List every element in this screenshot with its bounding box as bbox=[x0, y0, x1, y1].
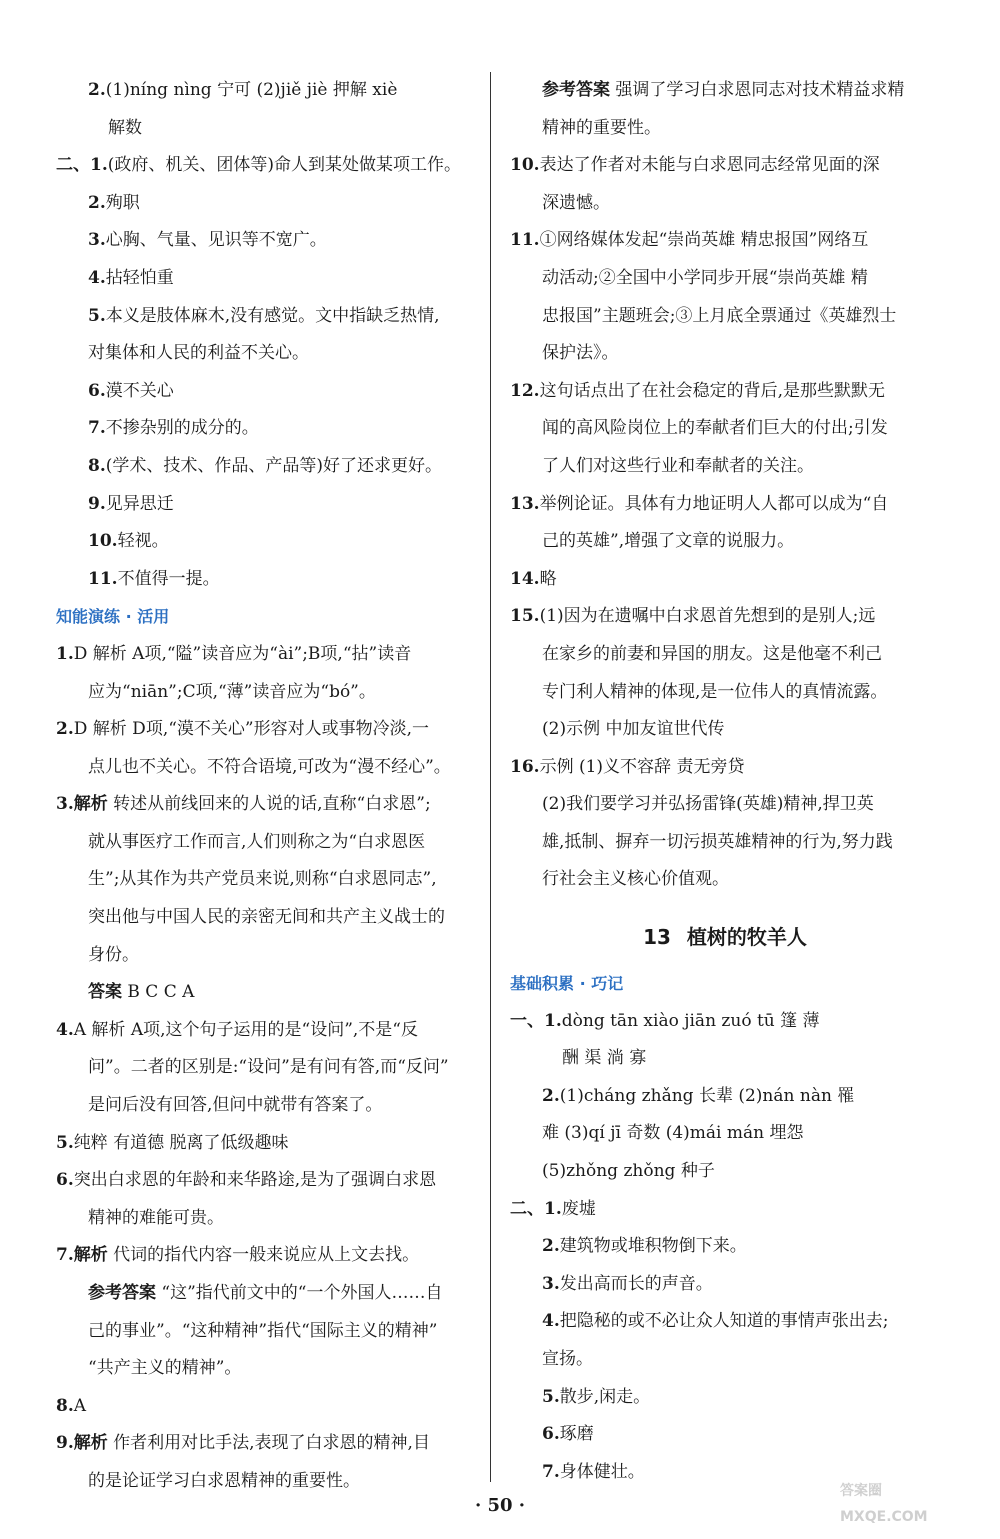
answer-line bbox=[56, 1237, 468, 1275]
answer-text: (1)因为在遗嘱中白求恩首先想到的是别人;远 bbox=[539, 606, 876, 627]
answer-text: 拈轻怕重 bbox=[105, 267, 174, 288]
answer-text: A bbox=[73, 1395, 87, 1416]
item-number: 10. bbox=[88, 531, 118, 552]
answer-text: 了人们对这些行业和奉献者的关注。 bbox=[542, 455, 814, 476]
answer-line bbox=[56, 1087, 468, 1125]
answer-text: 作者利用对比手法,表现了白求恩的精神,目 bbox=[107, 1433, 430, 1454]
answer-line bbox=[510, 1153, 940, 1191]
item-number: 4. bbox=[56, 1019, 74, 1040]
answer-text: 难 (3)qí jī 奇数 (4)mái mán 埋怨 bbox=[542, 1123, 804, 1144]
answer-line bbox=[56, 1388, 468, 1426]
answer-text: 琢磨 bbox=[559, 1424, 594, 1445]
answer-text: 是问后没有回答,但问中就带有答案了。 bbox=[88, 1095, 383, 1116]
item-number: 2. bbox=[88, 192, 106, 213]
item-number: 5. bbox=[88, 305, 106, 326]
answer-text: 保护法》。 bbox=[542, 343, 619, 364]
answer-line bbox=[510, 523, 940, 561]
answer-text: dòng tān xiào jiān zuó tū 篷 薄 bbox=[561, 1010, 820, 1031]
item-number: 13. bbox=[510, 493, 540, 514]
answer-line bbox=[56, 824, 468, 862]
item-number: 7. bbox=[542, 1461, 560, 1482]
answer-line bbox=[56, 1125, 468, 1163]
column-divider bbox=[490, 72, 491, 1482]
answer-text: 强调了学习白求恩同志对技术精益求精 bbox=[610, 80, 905, 100]
answer-line bbox=[510, 185, 940, 223]
item-number: 5. bbox=[542, 1386, 560, 1407]
item-number: 3. bbox=[542, 1273, 560, 1294]
item-number: 2. bbox=[56, 719, 74, 740]
answer-text: 点儿也不关心。不符合语境,可改为“漫不经心”。 bbox=[88, 756, 451, 777]
answer-text: 忠报国”主题班会;③上月底全票通过《英雄烈士 bbox=[542, 305, 897, 326]
answer-line bbox=[56, 636, 468, 674]
answer-tag: 答案 bbox=[88, 982, 122, 1003]
answer-tag: 参考答案 bbox=[88, 1283, 156, 1303]
answer-tag: 解析 bbox=[73, 794, 108, 815]
answer-text: 的是论证学习白求恩精神的重要性。 bbox=[88, 1470, 360, 1491]
answer-text: 就从事医疗工作而言,人们则称之为“白求恩医 bbox=[88, 831, 426, 852]
answer-line bbox=[56, 147, 468, 185]
answer-line bbox=[56, 937, 468, 975]
answer-line bbox=[56, 260, 468, 298]
answer-line bbox=[56, 711, 468, 749]
answer-line bbox=[510, 1191, 940, 1229]
answer-line bbox=[56, 561, 468, 599]
answer-text: 漠不关心 bbox=[105, 380, 174, 401]
item-number: 14. bbox=[510, 568, 540, 589]
answer-line bbox=[510, 1303, 940, 1341]
answer-text: A 解析 A项,这个句子运用的是“设问”,不是“反 bbox=[73, 1019, 418, 1040]
answer-line bbox=[510, 335, 940, 373]
watermark-line1: 答案圈 bbox=[840, 1483, 882, 1499]
answer-text: 纯粹 有道德 脱离了低级趣味 bbox=[73, 1132, 289, 1153]
answer-line bbox=[56, 749, 468, 787]
chapter-heading bbox=[510, 909, 940, 965]
answer-text: 精神的重要性。 bbox=[542, 117, 661, 138]
item-number: 5. bbox=[56, 1132, 74, 1153]
item-number: 6. bbox=[542, 1424, 560, 1445]
item-number: 11. bbox=[88, 568, 118, 589]
answer-line bbox=[56, 72, 468, 110]
answer-text: 不值得一提。 bbox=[117, 568, 220, 589]
answer-text: (2)我们要学习并弘扬雷锋(英雄)精神,捍卫英 bbox=[542, 794, 874, 815]
answer-text: 己的事业”。“这种精神”指代“国际主义的精神” bbox=[88, 1320, 438, 1341]
right-column bbox=[510, 72, 940, 1491]
answer-line bbox=[510, 786, 940, 824]
answer-text: 问”。二者的区别是:“设问”是有问有答,而“反问” bbox=[88, 1057, 449, 1078]
answer-line bbox=[510, 1228, 940, 1266]
answer-line bbox=[510, 110, 940, 148]
item-number: 11. bbox=[510, 230, 540, 251]
answer-text: (5)zhǒng zhǒng 种子 bbox=[542, 1161, 715, 1182]
answer-line bbox=[510, 1266, 940, 1304]
answer-line bbox=[510, 410, 940, 448]
answer-line bbox=[510, 1003, 940, 1041]
answer-line bbox=[510, 1416, 940, 1454]
answer-text: 宣扬。 bbox=[542, 1349, 593, 1369]
answer-line bbox=[510, 749, 940, 787]
answer-text: 见异思迁 bbox=[105, 493, 174, 514]
answer-text: 把隐秘的或不必让众人知道的事情声张出去; bbox=[559, 1311, 889, 1332]
answer-line bbox=[56, 786, 468, 824]
answer-line bbox=[56, 335, 468, 373]
answer-text: 闻的高风险岗位上的奉献者们巨大的付出;引发 bbox=[542, 418, 888, 439]
answer-line bbox=[510, 260, 940, 298]
page-number: · 50 · bbox=[474, 1495, 526, 1516]
item-number: 8. bbox=[88, 455, 106, 476]
answer-line bbox=[510, 448, 940, 486]
item-number: 10. bbox=[510, 155, 540, 176]
answer-text: 对集体和人民的利益不关心。 bbox=[88, 343, 309, 364]
answer-line bbox=[56, 1275, 468, 1313]
answer-line bbox=[510, 72, 940, 110]
answer-text: 举例论证。具体有力地证明人人都可以成为“自 bbox=[539, 493, 889, 514]
answer-line bbox=[56, 185, 468, 223]
item-number: 9. bbox=[56, 1433, 74, 1454]
answer-text: 动活动;②全国中小学同步开展“崇尚英雄 精 bbox=[542, 267, 868, 288]
chapter-title: 植树的牧羊人 bbox=[686, 925, 807, 950]
answer-text: 精神的难能可贵。 bbox=[88, 1207, 224, 1228]
answer-line bbox=[510, 1115, 940, 1153]
answer-line bbox=[510, 598, 940, 636]
answer-text: 示例 (1)义不容辞 责无旁贷 bbox=[539, 756, 745, 777]
item-number: 15. bbox=[510, 606, 540, 627]
answer-text: 不掺杂别的成分的。 bbox=[105, 418, 259, 439]
answer-line bbox=[510, 222, 940, 260]
answer-line bbox=[56, 1200, 468, 1238]
item-number: 8. bbox=[56, 1395, 74, 1416]
answer-line bbox=[56, 674, 468, 712]
answer-text: 散步,闲走。 bbox=[559, 1386, 651, 1407]
answer-line bbox=[510, 861, 940, 899]
answer-text: “这”指代前文中的“一个外国人……自 bbox=[156, 1283, 443, 1303]
answer-text: 己的英雄”,增强了文章的说服力。 bbox=[542, 531, 795, 552]
answer-text: 表达了作者对未能与白求恩同志经常见面的深 bbox=[539, 155, 880, 176]
answer-line bbox=[56, 1425, 468, 1463]
answer-line bbox=[56, 410, 468, 448]
answer-tag: 解析 bbox=[73, 1433, 108, 1454]
answer-line bbox=[56, 298, 468, 336]
answer-line bbox=[56, 899, 468, 937]
answer-line bbox=[56, 861, 468, 899]
answer-line bbox=[56, 1350, 468, 1388]
answer-text: 在家乡的前妻和异国的朋友。这是他毫不利己 bbox=[542, 643, 882, 664]
answer-line bbox=[510, 298, 940, 336]
item-number: 一、1. bbox=[510, 1010, 562, 1031]
section-heading: 基础积累 · 巧记 bbox=[510, 974, 624, 994]
answer-text: 身份。 bbox=[88, 944, 139, 965]
answer-text: 应为“niān”;C项,“薄”读音应为“bó”。 bbox=[88, 681, 376, 702]
answer-line bbox=[56, 486, 468, 524]
answer-text: 转述从前线回来的人说的话,直称“白求恩”; bbox=[107, 794, 431, 815]
answer-line bbox=[56, 110, 468, 148]
answer-line bbox=[56, 523, 468, 561]
answer-text: 行社会主义核心价值观。 bbox=[542, 869, 729, 890]
answer-text: “共产主义的精神”。 bbox=[88, 1358, 242, 1379]
item-number: 7. bbox=[88, 418, 106, 439]
answer-line bbox=[56, 448, 468, 486]
answer-line bbox=[56, 222, 468, 260]
answer-text: 本义是肢体麻木,没有感觉。文中指缺乏热情, bbox=[105, 305, 440, 326]
item-number: 6. bbox=[56, 1170, 74, 1191]
item-number: 1. bbox=[56, 643, 74, 664]
answer-text: B C C A bbox=[122, 982, 195, 1003]
answer-line bbox=[510, 674, 940, 712]
answer-line bbox=[510, 711, 940, 749]
answer-tag: 参考答案 bbox=[542, 80, 610, 100]
item-number: 4. bbox=[88, 267, 106, 288]
answer-text: 建筑物或堆积物倒下来。 bbox=[559, 1236, 747, 1257]
item-number: 2. bbox=[542, 1085, 560, 1106]
watermark-logo bbox=[820, 1461, 990, 1531]
answer-text: 生”;从其作为共产党员来说,则称“白求恩同志”, bbox=[88, 869, 437, 890]
answer-text: 突出白求恩的年龄和来华路途,是为了强调白求恩 bbox=[73, 1170, 437, 1191]
answer-tag: 解析 bbox=[73, 1245, 108, 1266]
answer-line bbox=[56, 373, 468, 411]
answer-text: 解数 bbox=[108, 117, 142, 138]
answer-text: (1)cháng zhǎng 长辈 (2)nán nàn 罹 bbox=[559, 1085, 855, 1106]
answer-line bbox=[510, 1341, 940, 1379]
item-number: 6. bbox=[88, 380, 106, 401]
item-number: 7. bbox=[56, 1245, 74, 1266]
answer-line bbox=[510, 1078, 940, 1116]
item-number: 2. bbox=[542, 1236, 560, 1257]
answer-line bbox=[56, 1162, 468, 1200]
item-number: 4. bbox=[542, 1311, 560, 1332]
answer-line bbox=[510, 561, 940, 599]
item-number: 二、1. bbox=[56, 155, 108, 176]
answer-text: 废墟 bbox=[561, 1198, 596, 1219]
watermark-line2: MXQE.COM bbox=[840, 1509, 928, 1525]
answer-line bbox=[510, 147, 940, 185]
item-number: 16. bbox=[510, 756, 540, 777]
item-number: 2. bbox=[88, 80, 106, 100]
item-number: 9. bbox=[88, 493, 106, 514]
answer-text: (2)示例 中加友谊世代传 bbox=[542, 719, 725, 740]
answer-line bbox=[510, 373, 940, 411]
answer-text: 身体健壮。 bbox=[559, 1461, 645, 1482]
item-number: 3. bbox=[88, 230, 106, 251]
answer-line bbox=[510, 486, 940, 524]
answer-text: 轻视。 bbox=[117, 531, 169, 552]
answer-line bbox=[56, 974, 468, 1012]
answer-text: ①网络媒体发起“崇尚英雄 精忠报国”网络互 bbox=[539, 230, 869, 251]
answer-line bbox=[56, 1313, 468, 1351]
answer-line bbox=[56, 1012, 468, 1050]
answer-line bbox=[510, 1379, 940, 1417]
item-number: 12. bbox=[510, 380, 540, 401]
left-column bbox=[56, 72, 468, 1501]
item-number: 二、1. bbox=[510, 1198, 562, 1219]
item-number: 3. bbox=[56, 794, 74, 815]
answer-text: 代词的指代内容一般来说应从上文去找。 bbox=[107, 1245, 420, 1266]
answer-text: D 解析 A项,“隘”读音应为“ài”;B项,“拈”读音 bbox=[73, 643, 412, 664]
answer-line bbox=[56, 1049, 468, 1087]
answer-text: 发出高而长的声音。 bbox=[559, 1273, 713, 1294]
answer-text: (1)níng nìng 宁可 (2)jiě jiè 押解 xiè bbox=[105, 80, 398, 100]
answer-line bbox=[510, 824, 940, 862]
answer-text: (政府、机关、团体等)命人到某处做某项工作。 bbox=[107, 155, 462, 176]
chapter-number: 13 bbox=[643, 925, 671, 950]
answer-text: 突出他与中国人民的亲密无间和共产主义战士的 bbox=[88, 907, 445, 928]
answer-line bbox=[510, 1040, 940, 1078]
section-heading: 知能演练 · 活用 bbox=[56, 607, 170, 627]
answer-line bbox=[510, 636, 940, 674]
answer-text: 殉职 bbox=[105, 192, 140, 213]
answer-text: 深遗憾。 bbox=[542, 192, 610, 213]
answer-text: 这句话点出了在社会稳定的背后,是那些默默无 bbox=[539, 380, 885, 401]
answer-text: 酬 渠 淌 寡 bbox=[562, 1048, 647, 1069]
answer-text: (学术、技术、作品、产品等)好了还求更好。 bbox=[105, 455, 443, 476]
answer-text: D 解析 D项,“漠不关心”形容对人或事物冷淡,一 bbox=[73, 719, 430, 740]
answer-text: 专门利人精神的体现,是一位伟人的真情流露。 bbox=[542, 681, 888, 702]
answer-text: 心胸、气量、见识等不宽广。 bbox=[105, 230, 327, 251]
answer-text: 雄,抵制、摒弃一切污损英雄精神的行为,努力践 bbox=[542, 831, 893, 852]
answer-text: 略 bbox=[539, 568, 557, 589]
